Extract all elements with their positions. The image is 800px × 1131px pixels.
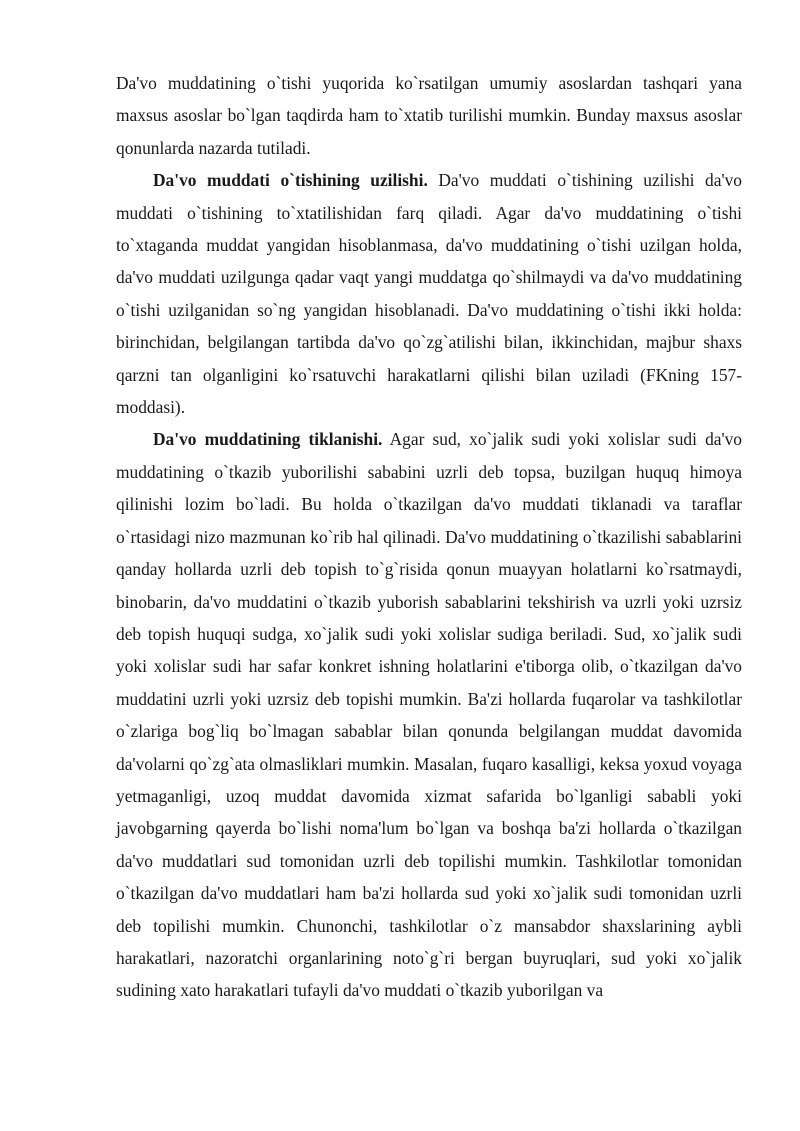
- paragraph-intro: [116, 67, 742, 164]
- paragraph-restoration-text: Agar sud, xo`jalik sudi yoki xolislar sudi da'vo muddatining o`tkazib yuborilishi sababini uzrli deb topsa, buzilgan huquq himoya qilinishi lozim bo`ladi. Bu holda o`tkazilgan da'vo muddati tiklanadi va taraflar o`rtasidagi nizo mazmunan ko`rib hal qilinadi. Da'vo muddatining o`tkazilishi sabablarini qanday hollarda uzrli deb topish to`g`risida qonun muayyan holatlarni ko`rsatmaydi, binobarin, da'vo muddatini o`tkazib yuborish sabablarini tekshirish va uzrli yoki uzrsiz deb topish huquqi sudga, xo`jalik sudi yoki xolislar sudiga beriladi. Sud, xo`jalik sudi yoki xolislar sudi har safar konkret ishning holatlarini e'tiborga olib, o`tkazilgan da'vo muddatini uzrli yoki uzrsiz deb topishi mumkin. Ba'zi hollarda fuqarolar va tashkilotlar o`zlariga bog`liq bo`lmagan sabablar bilan qonunda belgilangan muddat davomida da'volarni qo`zg`ata olmasliklari mumkin. Masalan, fuqaro kasalligi, keksa yoxud voyaga yetmaganligi, uzoq muddat davomida xizmat safarida bo`lganligi sababli yoki javobgarning qayerda bo`lishi noma'lum bo`lgan va boshqa ba'zi hollarda o`tkazilgan da'vo muddatlari sud tomonidan uzrli deb topilishi mumkin. Tashkilotlar tomonidan o`tkazilgan da'vo muddatlari ham ba'zi hollarda sud yoki xo`jalik sudi tomonidan uzrli deb topilishi mumkin. Chunonchi, tashkilotlar o`z mansabdor shaxslarining aybli harakatlari, nazoratchi organlarining noto`g`ri bergan buyruqlari, sud yoki xo`jalik sudining xato harakatlari tufayli da'vo muddati o`tkazib yuborilgan va: [116, 429, 743, 1001]
- paragraph-interruption: [116, 164, 742, 423]
- paragraph-interruption-text: Da'vo muddati o`tishining uzilishi da'vo muddati o`tishining to`xtatilishidan farq qiladi. Agar da'vo muddatining o`tishi to`xtaganda muddat yangidan hisoblanmasa, da'vo muddatining o`tishi uzilgan holda, da'vo muddati uzilgunga qadar vaqt yangi muddatga qo`shilmaydi va da'vo muddatining o`tishi uzilganidan so`ng yangidan hisoblanadi. Da'vo muddatining o`tishi ikki holda: birinchidan, belgilangan tartibda da'vo qo`zg`atilishi bilan, ikkinchidan, majbur shaxs qarzni tan olganligini ko`rsatuvchi harakatlarni qilishi bilan uziladi (FKning 157-moddasi).: [116, 170, 742, 418]
- document-page: [116, 67, 742, 1007]
- paragraph-restoration: [116, 423, 742, 1006]
- section-heading-interruption: Da'vo muddati o`tishining uzilishi.: [153, 170, 428, 191]
- section-heading-restoration: Da'vo muddatining tiklanishi.: [153, 429, 383, 450]
- paragraph-intro-text: Da'vo muddatining o`tishi yuqorida ko`rsatilgan umumiy asoslardan tashqari yana maxsus asoslar bo`lgan taqdirda ham to`xtatib turilishi mumkin. Bunday maxsus asoslar qonunlarda nazarda tutiladi.: [116, 73, 742, 158]
